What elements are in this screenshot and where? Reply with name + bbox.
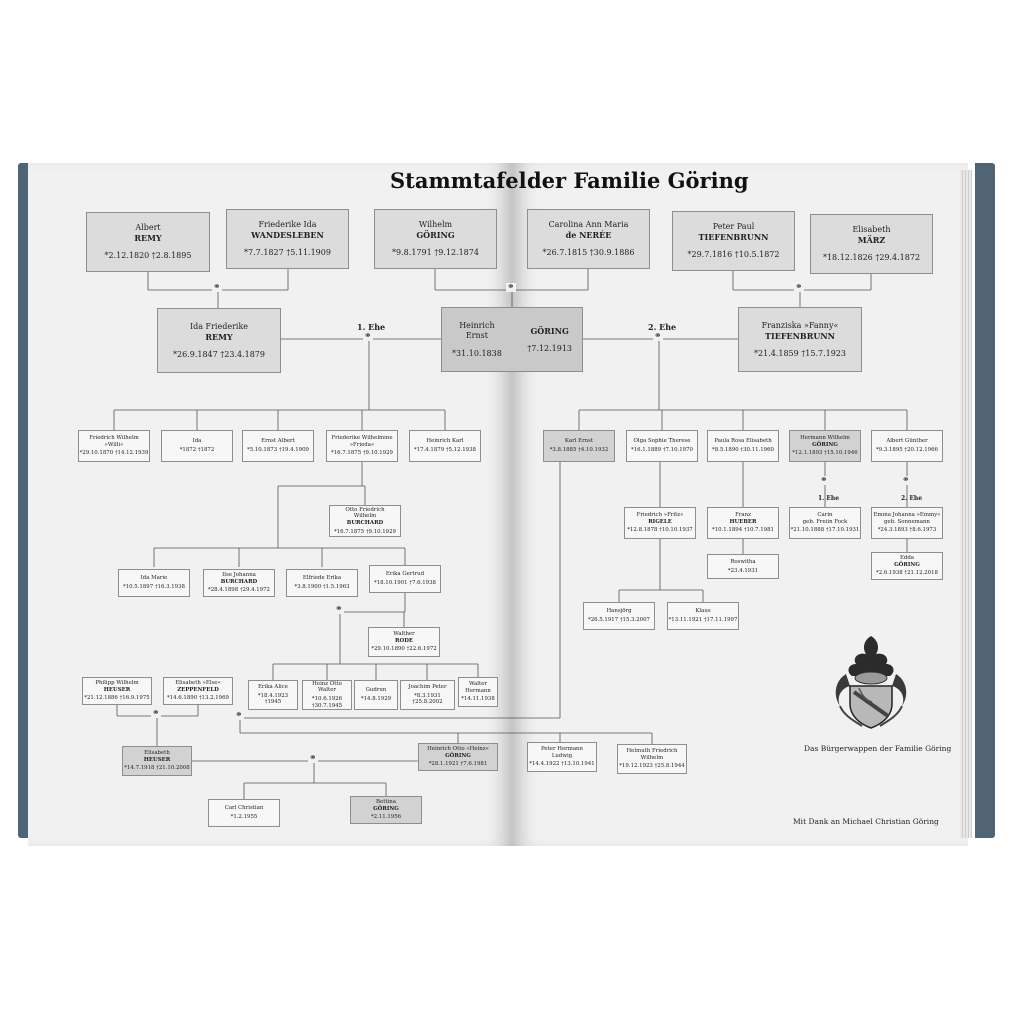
marriage-ring-icon: ⚭ — [335, 604, 343, 614]
person-dates: *21.10.1888 †17.10.1931 — [790, 527, 860, 534]
person-wilhelm-goering — [374, 209, 497, 269]
person-gudrun — [354, 680, 398, 710]
person-name: Friedrich Wilhelm »Willi« — [89, 434, 139, 448]
person-dates: *23.4.1931 — [727, 567, 759, 574]
person-dates: *14.7.1918 †21.10.2008 — [124, 765, 190, 772]
marriage-ring-icon: ⚭ — [507, 282, 515, 292]
person-name: Friederike Wilhelmine »Frieda« — [331, 434, 393, 448]
person-name: Helmuth Friedrich Wilhelm — [626, 747, 678, 761]
person-name: Edda — [899, 554, 915, 561]
person-edda-goering — [871, 552, 943, 580]
person-surname: REMY — [134, 233, 162, 243]
person-surname: HUEBER — [729, 518, 757, 525]
marriage-ring-icon: ⚭ — [235, 710, 243, 720]
person-surname: HEUSER — [103, 686, 131, 693]
person-philipp-heuser — [82, 677, 152, 705]
person-friedrich-wilhelm — [78, 430, 150, 462]
person-surname: WANDESLEBEN — [251, 230, 324, 240]
marriage-ring-icon: ⚭ — [213, 282, 221, 292]
person-name: Otto Friedrich Wilhelm — [345, 506, 385, 520]
person-surname: RIGELE — [648, 518, 672, 525]
person-dates: *8.3.1931 †25.8.2002 — [412, 692, 443, 706]
person-ida — [161, 430, 233, 462]
coat-of-arms-icon — [826, 630, 916, 730]
person-name: Heinrich Otto »Heinz« — [427, 745, 489, 752]
person-name: Heinrich Karl — [426, 438, 464, 445]
person-surname: BURCHARD — [346, 520, 384, 526]
person-name: Carl Christian — [224, 805, 264, 812]
person-dates: *9.8.1791 †9.12.1874 — [392, 248, 479, 257]
person-name: Wilhelm — [418, 220, 453, 229]
person-dates: *16.1.1889 †7.10.1970 — [631, 447, 693, 453]
person-dates: *8.5.1890 †30.11.1960 — [712, 447, 774, 453]
person-dates: *10.6.1926 †30.7.1945 — [311, 696, 343, 709]
person-dates: *1.2.1955 — [230, 814, 258, 820]
person-heinrich-karl — [409, 430, 481, 462]
person-dates: *29.10.1890 †22.6.1972 — [371, 646, 437, 653]
person-albert-guenther — [871, 430, 943, 462]
person-erika-gertrud — [369, 565, 441, 593]
person-dates: *12.1.1893 †15.10.1946 — [792, 450, 858, 457]
person-dates: *18.4.1923 †1945 — [257, 692, 289, 706]
person-surname: GÖRING — [894, 561, 920, 568]
marriage-label-1: 1. Ehe — [357, 322, 386, 332]
person-name: Peter Hermann Ludwig — [541, 745, 583, 759]
person-dates: *21.12.1886 †16.9.1975 — [84, 695, 150, 702]
person-dates: *17.4.1879 †5.12.1938 — [414, 447, 476, 453]
person-name: Carolina Ann Maria — [548, 220, 629, 229]
person-dates: *14.6.1890 †13.2.1969 — [167, 695, 229, 702]
person-peter-tiefenbrunn — [672, 211, 795, 271]
person-name: Joachim Peter — [408, 683, 447, 690]
person-name: Olga Sophie Therese — [633, 438, 691, 445]
person-hansjoerg — [583, 602, 655, 630]
person-name: Friederike Ida — [258, 220, 317, 229]
title-left: Stammtafel — [390, 168, 527, 193]
marriage-ring-icon: ⚭ — [795, 282, 803, 292]
person-name: Albert Günther — [886, 438, 928, 445]
person-name: Ilse Johanna — [222, 571, 256, 578]
person-ilse-burchard — [203, 569, 275, 597]
person-name: Paula Rosa Elisabeth — [714, 438, 772, 445]
person-dates: *28.1.1921 †7.6.1981 — [428, 761, 488, 768]
person-albert-remy — [86, 212, 210, 272]
person-dates: *9.3.1895 †20.12.1966 — [876, 447, 938, 453]
person-name: Carin geb. Freiin Fock — [802, 511, 848, 525]
marriage-ring-icon: ⚭ — [820, 475, 828, 485]
person-name: Philipp Wilhelm — [95, 679, 139, 686]
person-dates: *19.12.1923 †25.8.1944 — [619, 763, 685, 770]
person-dates: *2.12.1820 †2.8.1895 — [104, 251, 192, 260]
person-heinrich-goering — [441, 307, 583, 372]
person-ida-marie — [118, 569, 190, 597]
person-elisabeth-heuser — [122, 746, 192, 776]
person-helmuth-friedrich — [617, 744, 687, 774]
person-dates: *24.3.1893 †8.6.1973 — [877, 527, 937, 534]
person-dates: *2.6.1938 †21.12.2018 — [876, 570, 938, 577]
person-paula-rosa — [707, 430, 779, 462]
person-surname: HEUSER — [143, 756, 171, 763]
person-olga-sophie — [626, 430, 698, 462]
person-friederike-wilhelmine — [326, 430, 398, 462]
person-surname: BURCHARD — [220, 578, 258, 585]
person-surname: GÖRING — [416, 230, 455, 240]
person-joachim-peter — [400, 680, 455, 710]
person-name: Erika Alice — [258, 683, 288, 690]
person-surname: ZEPPENFELD — [177, 686, 219, 693]
person-surname: TIEFENBRUNN — [698, 232, 769, 242]
marriage-ring-icon: ⚭ — [309, 753, 317, 763]
person-dates: *16.7.1875 †9.10.1929 — [331, 450, 393, 457]
person-peter-hermann — [527, 742, 597, 772]
person-name: Franz — [735, 511, 751, 518]
person-erika-alice — [248, 680, 298, 710]
person-name: Elisabeth — [852, 225, 891, 234]
person-name: Elisabeth — [144, 749, 170, 756]
person-dates: *12.8.1878 †10.10.1937 — [627, 527, 693, 534]
person-surname: RODE — [395, 637, 413, 644]
person-dates: *26.9.1847 †23.4.1879 — [173, 349, 265, 359]
credit-text: Mit Dank an Michael Christian Göring — [793, 817, 939, 826]
person-name: Elfriede Erika — [302, 575, 342, 582]
person-dates: *3.8.1900 †1.5.1963 — [294, 584, 350, 590]
person-name: Klaus — [695, 608, 711, 615]
person-name: Bettina — [376, 798, 396, 805]
marriage-ring-icon: ⚭ — [902, 475, 910, 485]
person-emma-sonnemann — [871, 507, 943, 539]
person-surname: de NERÉE — [565, 230, 612, 240]
person-elisabeth-maerz — [810, 214, 933, 274]
person-name: Hansjörg — [606, 608, 632, 615]
person-name: Roswitha — [730, 558, 756, 565]
person-name: Franziska »Fanny« — [761, 320, 839, 330]
person-roswitha — [707, 554, 779, 579]
marriage-label-hermann-1: 1. Ehe — [818, 495, 840, 502]
person-name: Erika Gertrud — [385, 571, 425, 578]
person-dates: *14.11.1938 — [461, 696, 495, 703]
person-name: Karl Ernst — [564, 438, 594, 445]
person-dates: *21.4.1859 †15.7.1923 — [754, 348, 846, 358]
person-friedrich-rigele — [624, 507, 696, 539]
person-dates: *10.5.1897 †16.3.1938 — [123, 584, 185, 590]
person-name: Heinz Otto Walter — [312, 680, 342, 694]
person-name: Elisabeth »Else« — [175, 679, 221, 686]
person-elisabeth-zeppenfeld — [163, 677, 233, 705]
title-right: der Familie Göring — [527, 168, 749, 193]
person-otto-burchard — [329, 505, 401, 537]
person-name: Emma Johanna »Emmy« geb. Sonnemann — [873, 511, 941, 525]
person-surname: GÖRING — [812, 441, 838, 448]
person-dates: *26.5.1917 †15.3.2007 — [588, 617, 650, 623]
person-death: †7.12.1913 — [527, 343, 572, 353]
marriage-label-hermann-2: 2. Ehe — [901, 495, 923, 502]
person-dates: *10.1.1894 †10.7.1981 — [712, 527, 774, 534]
person-dates: *2.11.1956 — [370, 814, 402, 821]
person-surname: MÄRZ — [857, 235, 886, 245]
person-name: Gudrun — [365, 687, 387, 694]
marriage-ring-icon: ⚭ — [654, 331, 662, 341]
person-dates: *28.4.1898 †29.4.1972 — [208, 587, 270, 594]
person-name: Ida Friederike — [189, 321, 249, 331]
person-dates: *5.10.1873 †19.4.1909 — [247, 447, 309, 453]
person-carolina-neree — [527, 209, 650, 269]
person-name: Ernst Albert — [261, 438, 295, 445]
person-surname: GÖRING — [445, 752, 471, 759]
person-carl-christian — [208, 799, 280, 827]
person-dates: *18.10.1901 †7.6.1938 — [374, 580, 436, 586]
person-dates: *3.8.1885 †4.10.1932 — [549, 447, 609, 453]
person-dates: *26.7.1815 †30.9.1886 — [542, 248, 635, 257]
person-ida-remy — [157, 308, 281, 373]
person-dates: *29.7.1816 †10.5.1872 — [687, 250, 780, 259]
person-dates: *1872 †1872 — [179, 447, 215, 453]
person-walther-rode — [368, 627, 440, 657]
person-bettina-goering — [350, 796, 422, 824]
person-ernst-albert — [242, 430, 314, 462]
person-dates: *7.7.1827 †5.11.1909 — [244, 248, 331, 257]
person-friederike-wandesleben — [226, 209, 349, 269]
marriage-ring-icon: ⚭ — [152, 708, 160, 718]
person-dates: *14.8.1929 — [360, 696, 392, 702]
person-name: Heinrich Ernst — [459, 320, 495, 340]
person-name: Walter Hermann — [465, 680, 491, 694]
person-name: Ida Marie — [140, 575, 168, 582]
person-name: Albert — [135, 223, 161, 232]
person-name: Walther — [393, 630, 415, 637]
person-name: Hermann Wilhelm — [800, 434, 850, 441]
person-dates: *29.10.1870 †14.12.1939 — [79, 450, 149, 457]
person-karl-ernst — [543, 430, 615, 462]
person-name: Peter Paul — [712, 222, 755, 231]
person-walter-hermann — [458, 677, 498, 707]
person-name: Friedrich »Fritz« — [636, 511, 684, 518]
person-elfriede-erika — [286, 569, 358, 597]
coat-of-arms-caption: Das Bürgerwappen der Familie Göring — [804, 744, 952, 753]
person-surname: TIEFENBRUNN — [765, 330, 835, 341]
person-surname: GÖRING — [530, 325, 569, 336]
marriage-ring-icon: ⚭ — [364, 331, 372, 341]
person-dates: *13.11.1921 †17.11.1997 — [668, 617, 738, 623]
marriage-label-2: 2. Ehe — [648, 322, 677, 332]
person-carin — [789, 507, 861, 539]
person-surname: REMY — [205, 331, 233, 342]
person-dates: *18.12.1826 †29.4.1872 — [822, 253, 921, 262]
person-dates: *14.4.1922 †13.10.1941 — [529, 761, 595, 768]
person-franziska-tiefenbrunn — [738, 307, 862, 372]
person-birth: *31.10.1838 — [452, 348, 502, 358]
person-franz-hueber — [707, 507, 779, 539]
person-klaus — [667, 602, 739, 630]
person-surname: GÖRING — [373, 805, 399, 812]
person-dates: *16.7.1875 †9.10.1929 — [334, 528, 396, 535]
person-heinrich-otto-heinz — [418, 743, 498, 771]
person-hermann-goering — [789, 430, 861, 462]
person-heinz-otto-walter — [302, 680, 352, 710]
person-name: Ida — [192, 438, 202, 445]
